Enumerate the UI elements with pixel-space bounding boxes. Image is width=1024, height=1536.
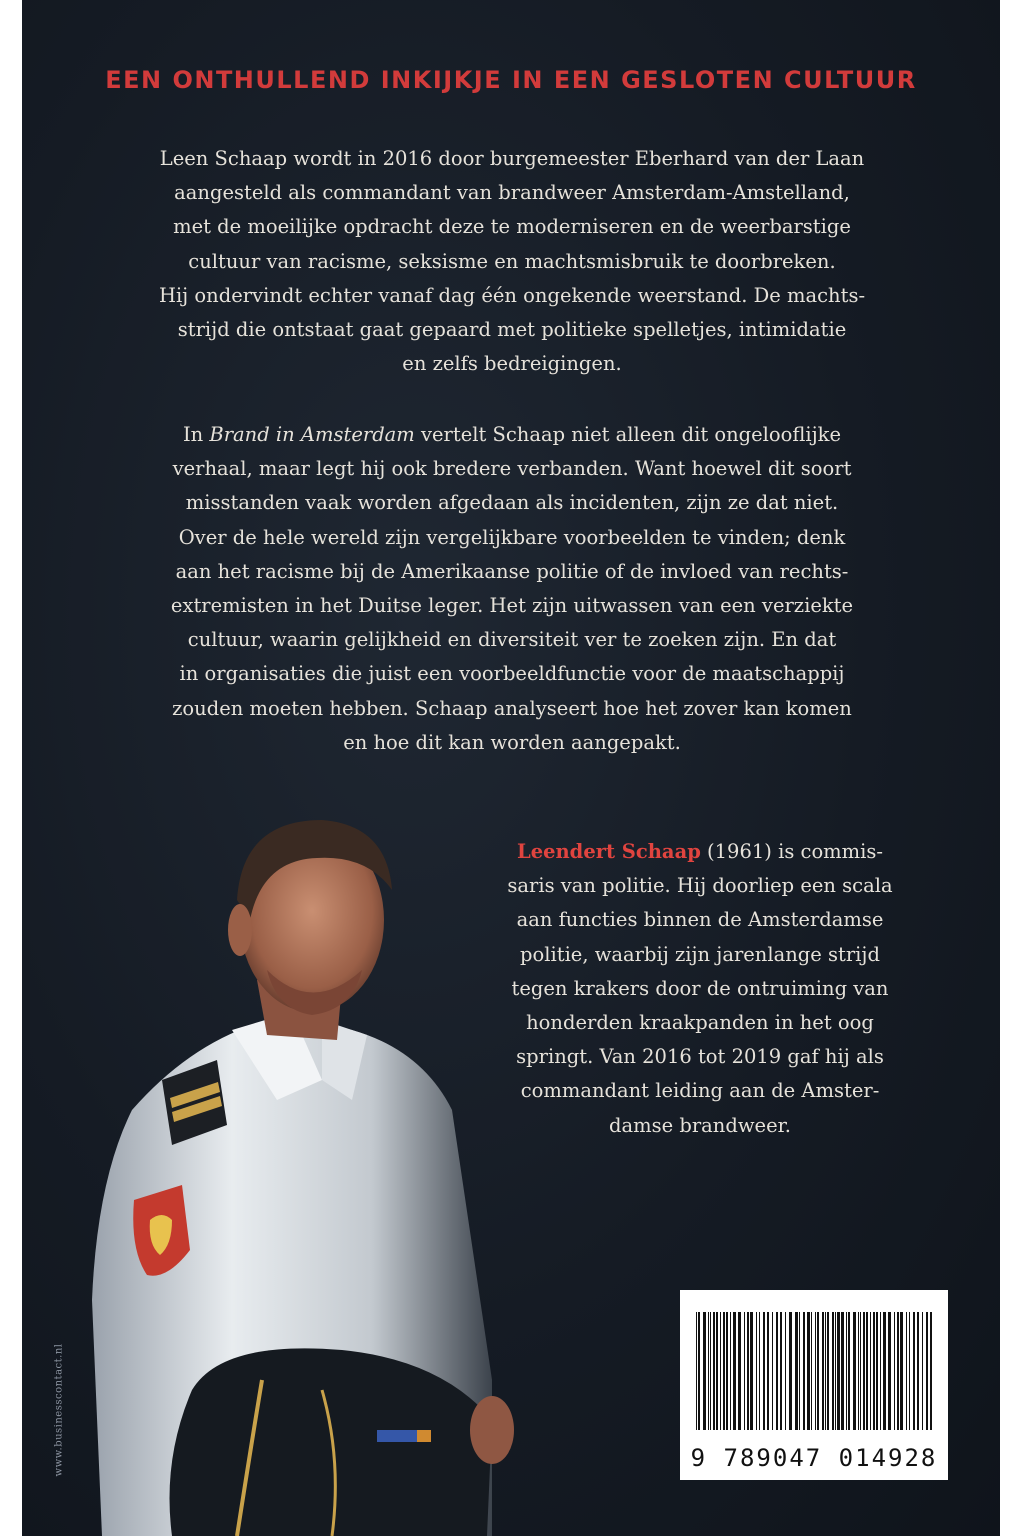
barcode-bar xyxy=(776,1312,778,1430)
barcode-bar xyxy=(785,1312,786,1430)
barcode-bar xyxy=(759,1312,760,1430)
barcode-bar xyxy=(922,1312,923,1430)
barcode-bar xyxy=(880,1312,881,1430)
barcode-bar xyxy=(913,1312,915,1430)
barcode-bar xyxy=(780,1312,782,1430)
text-line: damse brandweer. xyxy=(609,1113,791,1137)
barcode-bar xyxy=(723,1312,725,1430)
text-line: cultuur van racisme, seksisme en machtsmisbruik te doorbreken. xyxy=(188,249,836,273)
barcode-bar xyxy=(848,1312,850,1430)
barcode-bar xyxy=(846,1312,847,1430)
barcode-bar xyxy=(738,1312,741,1430)
barcode-bar xyxy=(853,1312,856,1430)
barcode-bar xyxy=(799,1312,800,1430)
barcode-bar xyxy=(803,1312,805,1430)
barcode-bar xyxy=(696,1312,697,1430)
text-line: politie, waarbij zijn jarenlange strijd xyxy=(520,942,880,966)
barcode-bar xyxy=(860,1312,861,1430)
text-line: aan functies binnen de Amsterdamse xyxy=(516,908,884,932)
text-line: aan het racisme bij de Amerikaanse politie of de invloed van rechts- xyxy=(175,559,849,583)
text-line: springt. Van 2016 tot 2019 gaf hij als xyxy=(516,1045,884,1069)
barcode-bar xyxy=(772,1312,773,1430)
text-line: Hij ondervindt echter vanaf dag één ongekende weerstand. De machts- xyxy=(158,283,866,307)
barcode-bar xyxy=(832,1312,834,1430)
text-line: strijd die ontstaat gaat gepaard met politieke spelletjes, intimidatie xyxy=(177,318,847,342)
barcode-bar xyxy=(888,1312,891,1430)
barcode-bar xyxy=(744,1312,745,1430)
text-line: cultuur, waarin gelijkheid en diversiteit ver te zoeken zijn. En dat xyxy=(187,628,837,652)
barcode-bar xyxy=(827,1312,829,1430)
text-line: met de moeilijke opdracht deze te moderniseren en de weerbarstige xyxy=(173,215,851,239)
barcode-bar xyxy=(795,1312,798,1430)
text-line: Over de hele wereld zijn vergelijkbare voorbeelden te vinden; denk xyxy=(178,525,846,549)
author-bio xyxy=(470,835,930,1143)
barcode-bar xyxy=(767,1312,769,1430)
barcode-bar xyxy=(909,1312,910,1430)
barcode-bar xyxy=(835,1312,836,1430)
barcode-bar xyxy=(817,1312,819,1430)
barcode-bar xyxy=(716,1312,718,1430)
text-line: Leen Schaap wordt in 2016 door burgemeester Eberhard van der Laan xyxy=(159,147,865,170)
isbn-number: 9 789047 014928 xyxy=(690,1444,938,1472)
barcode-bar xyxy=(733,1312,736,1430)
barcode-bar xyxy=(789,1312,792,1430)
barcode-bars xyxy=(680,1290,948,1450)
barcode-bar xyxy=(763,1312,765,1430)
text-line: verhaal, maar legt hij ook bredere verbanden. Want hoewel dit soort xyxy=(172,457,852,481)
barcode-bar xyxy=(894,1312,895,1430)
barcode-bar xyxy=(870,1312,871,1430)
cover-heading: EEN ONTHULLEND INKIJKJE IN EEN GESLOTEN CULTUUR xyxy=(105,66,917,94)
barcode-bar xyxy=(873,1312,875,1430)
barcode-bar xyxy=(906,1312,907,1430)
text-line: (1961) is commis- xyxy=(700,840,883,863)
summary-paragraph xyxy=(112,418,912,760)
barcode-bar xyxy=(726,1312,728,1430)
isbn-barcode xyxy=(680,1290,948,1480)
barcode-bar xyxy=(730,1312,731,1430)
text-line: tegen krakers door de ontruiming van xyxy=(511,976,889,1000)
barcode-bar xyxy=(930,1312,932,1430)
barcode-bar xyxy=(900,1312,903,1430)
barcode-bar xyxy=(720,1312,721,1430)
barcode-bar xyxy=(811,1312,812,1430)
barcode-bar xyxy=(883,1312,886,1430)
barcode-bar xyxy=(708,1312,709,1430)
text-line: en zelfs bedreigingen. xyxy=(402,352,622,376)
text-line: honderden kraakpanden in het oog xyxy=(526,1011,874,1035)
barcode-bar xyxy=(917,1312,919,1430)
text-line: aangesteld als commandant van brandweer Amsterdam-Amstelland, xyxy=(174,181,850,205)
book-title: Brand in Amsterdam xyxy=(209,423,415,446)
text-line: saris van politie. Hij doorliep een scala xyxy=(507,874,893,898)
author-name: Leendert Schaap xyxy=(516,840,701,863)
barcode-bar xyxy=(703,1312,706,1430)
text-line: misstanden vaak worden afgedaan als incidenten, zijn ze dat niet. xyxy=(185,491,839,515)
barcode-bar xyxy=(876,1312,878,1430)
barcode-bar xyxy=(747,1312,749,1430)
publisher-website: www.businesscontact.nl xyxy=(53,1343,65,1477)
barcode-bar xyxy=(807,1312,810,1430)
text-line: zouden moeten hebben. Schaap analyseert hoe het zover kan komen xyxy=(172,696,852,720)
barcode-bar xyxy=(841,1312,844,1430)
barcode-bar xyxy=(825,1312,826,1430)
text-line: in organisaties die juist een voorbeeldfunctie voor de maatschappij xyxy=(179,662,845,686)
barcode-bar xyxy=(750,1312,753,1430)
barcode-bar xyxy=(858,1312,859,1430)
barcode-bar xyxy=(713,1312,715,1430)
text-line: In xyxy=(182,423,210,446)
barcode-bar xyxy=(926,1312,928,1430)
barcode-bar xyxy=(710,1312,711,1430)
barcode-bar xyxy=(866,1312,868,1430)
intro-paragraph xyxy=(112,142,912,381)
barcode-bar xyxy=(815,1312,816,1430)
text-line: vertelt Schaap niet alleen dit ongelooflijke xyxy=(414,423,842,446)
barcode-bar xyxy=(822,1312,824,1430)
barcode-bar xyxy=(897,1312,899,1430)
barcode-bar xyxy=(756,1312,757,1430)
barcode-bar xyxy=(837,1312,840,1430)
barcode-bar xyxy=(698,1312,700,1430)
barcode-bar xyxy=(863,1312,865,1430)
text-line: commandant leiding aan de Amster- xyxy=(520,1079,880,1103)
text-line: en hoe dit kan worden aangepakt. xyxy=(343,730,681,754)
text-line: extremisten in het Duitse leger. Het zijn uitwassen van een verziekte xyxy=(170,594,854,618)
